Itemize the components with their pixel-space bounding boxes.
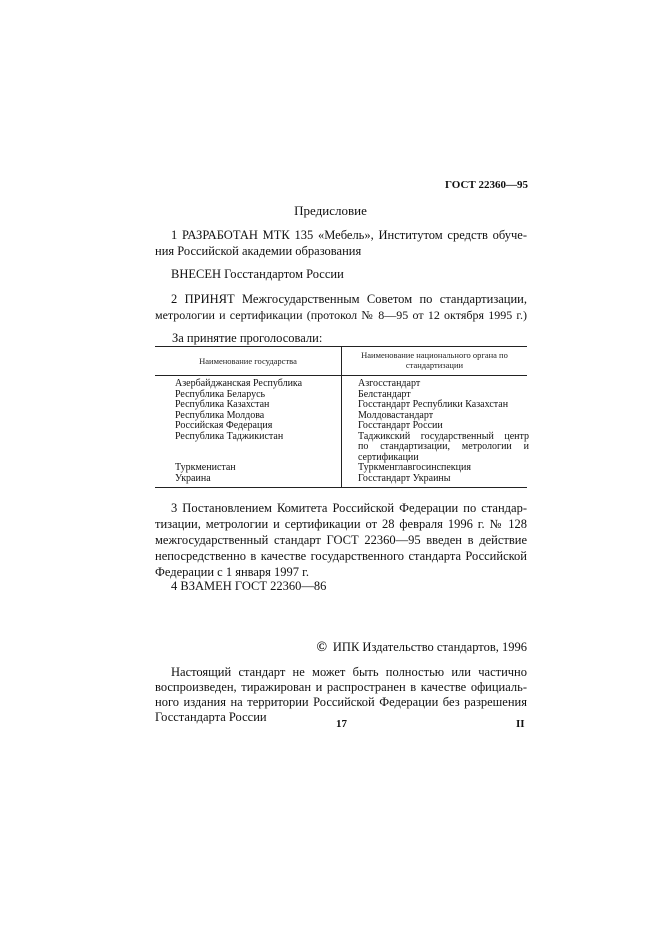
table-row-organ: Белстандарт xyxy=(358,388,411,400)
roman-page-number: II xyxy=(516,718,525,730)
column-header-organ xyxy=(342,350,527,370)
table-row-organ: Госстандарт России xyxy=(358,420,443,431)
copyright-line xyxy=(316,640,527,656)
introduced-line: ВНЕСЕН Госстандартом России xyxy=(171,267,344,281)
notice-line-3: ного издания на территории Российской Федерации без разрешения xyxy=(155,695,527,709)
standard-code: ГОСТ 22360—95 xyxy=(445,179,528,191)
table-row-organ: Госстандарт Республики Казахстан xyxy=(358,399,509,410)
table-row-state: Туркменистан xyxy=(175,462,236,473)
notice-line-1: Настоящий стандарт не может быть полностью или частично xyxy=(171,665,527,679)
preface-item-adopted xyxy=(155,291,527,323)
column-header-organ-line-2: стандартизации xyxy=(405,360,464,370)
table-row-state: Республика Таджикистан xyxy=(175,430,284,442)
organ-line: Таджикский государственный центр xyxy=(358,430,529,442)
copyright-symbol: © xyxy=(316,640,327,655)
preface-item-enacted xyxy=(155,500,527,580)
organ-line: по стандартизации, метрологии и xyxy=(358,441,529,452)
table-row-organ: Азгосстандарт xyxy=(358,378,421,389)
item3-line-2: тизации, метрологии и сертификации от 28 февраля 1996 г. № 128 xyxy=(155,517,527,531)
copyright-text: ИПК Издательство стандартов, 1996 xyxy=(332,640,527,654)
table-row-state: Республика Беларусь xyxy=(175,388,266,400)
table-row-state: Украина xyxy=(175,472,211,484)
column-header-state: Наименование государства xyxy=(199,356,297,366)
column-header-organ-line-1: Наименование национального органа по xyxy=(361,350,508,360)
preface-item-developed xyxy=(155,227,527,259)
item1-line-1: 1 РАЗРАБОТАН МТК 135 «Мебель», Институтом средств обуче- xyxy=(171,228,527,242)
table-row-organ: Молдовастандарт xyxy=(358,409,434,421)
table-row-organ xyxy=(358,432,529,464)
voting-table xyxy=(155,346,527,488)
table-row-organ: Туркменглавгосинспекция xyxy=(358,462,471,473)
item1-line-2: ния Российской академии образования xyxy=(155,244,362,258)
item3-line-4: непосредственно в качестве государственного стандарта Российской xyxy=(155,549,527,563)
item3-line-1: 3 Постановлением Комитета Российской Федерации по стандар- xyxy=(171,501,527,515)
preface-title: Предисловие xyxy=(294,203,367,218)
item3-line-5: Федерации с 1 января 1997 г. xyxy=(155,565,310,579)
item2-line-1: 2 ПРИНЯТ Межгосударственным Советом по стандартизации, xyxy=(171,292,527,306)
table-row-state: Российская Федерация xyxy=(175,420,273,431)
notice-line-2: воспроизведен, тиражирован и распространен в качестве официаль- xyxy=(155,680,527,694)
reproduction-notice xyxy=(155,665,527,725)
preface-introduced xyxy=(155,266,527,282)
page-number: 17 xyxy=(336,718,347,730)
organ-line: сертификации xyxy=(358,451,419,463)
table-row-organ: Госстандарт Украины xyxy=(358,472,451,484)
item4-line: 4 ВЗАМЕН ГОСТ 22360—86 xyxy=(171,579,327,593)
item3-line-3: межгосударственный стандарт ГОСТ 22360—95 введен в действие xyxy=(155,533,527,547)
table-row-state: Республика Молдова xyxy=(175,409,265,421)
preface-item-replaces xyxy=(155,578,527,594)
item2-line-2: метрологии и сертификации (протокол № 8—95 от 12 октября 1995 г.) xyxy=(155,308,527,322)
notice-line-4: Госстандарта России xyxy=(155,710,267,724)
vote-title: За принятие проголосовали: xyxy=(172,331,323,345)
table-row-state: Азербайджанская Республика xyxy=(175,378,303,389)
table-row-state: Республика Казахстан xyxy=(175,399,270,410)
